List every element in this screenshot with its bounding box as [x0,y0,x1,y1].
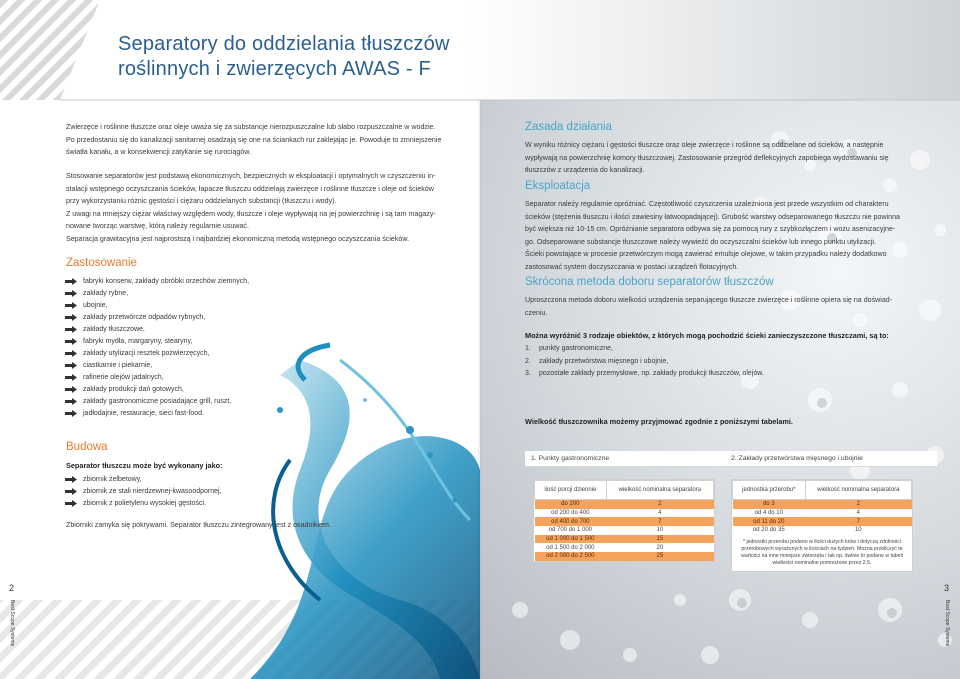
dobor-paragraph: Uproszczona metoda doboru wielkości urządzenia separującego tłuszcze zwierzęce i roślinne opiera się na doświad- czeniu. [525,296,893,317]
zastosowanie-heading: Zastosowanie [66,257,137,269]
table1 [533,479,715,562]
arrow-icon [65,302,77,309]
table-row: od 400 do 700 7 [535,517,714,526]
budowa-list [65,474,222,510]
list-item: zbiornik z polietylenu wysokiej gęstości. [65,498,222,510]
budowa-heading: Budowa [66,441,108,453]
list-item: fabryki mydła, margaryny, stearyny, [65,336,249,348]
budowa-lead: Separator tłuszczu może być wykonany jako: [66,461,223,470]
table2-footnote: * jednostki przerobu podano w ilości dużych krów i dotyczą zdolności przerobowych wyrażonych w ilościach na tydzień. Można przeliczyć te wartości na inne mniejsze zwierzęta i tak np. świnie to podane w tabeli wielkości nominalne pomnożone przez 2,5. [741,538,903,566]
page-number-right: 3 [944,583,950,593]
list-item: zbiornik ze stali nierdzewnej-kwasoodpornej, [65,486,222,498]
arrow-icon [65,362,77,369]
table2 [731,479,913,572]
table1-tab: 1. Punkty gastronomiczne [525,451,727,467]
table-row: od 20 do 35 10 [733,526,912,535]
table1-header-2: wielkość nominalna separatora [606,481,713,500]
list-item: 2. zakłady przetwórstwa mięsnego i ubojnie, [525,357,669,365]
arrow-icon [65,326,77,333]
dobor-bold: Można wyróżnić 3 rodzaje obiektów, z których mogą pochodzić ścieki zanieczyszczone tłuszczami, są to: [525,331,889,340]
intro-paragraph: Zwierzęce i roślinne tłuszcze oraz oleje uważa się za substancje nierozpuszczalne lub słabo rozpuszczalne w wodzie. Po przedostaniu się do kanalizacji sanitarnej osadzają się one na ściankach rur zaklejając je. Powoduje to zmniejszenie światła kanału, a w konsekwencji zatykanie się rurociągów. [66,123,442,156]
list-item: zakłady przetwórcze odpadów rybnych, [65,312,249,324]
table-row: od 2 000 do 2 500 25 [535,552,714,561]
zasada-paragraph: W wyniku różnicy ciężaru i gęstości tłuszcze oraz oleje zwierzęce i roślinne są oddzielane od ścieków, a następnie wypływają na powierzchnię komory tłuszczowej. Zastosowanie przegród deflekcyjnych zapobiega wydostawaniu się tłuszczów z urządzenia do kanalizacji. [525,141,889,174]
arrow-icon [65,410,77,417]
arrow-icon [65,386,77,393]
side-tag-left: Best Scope Systems [9,600,15,647]
list-item: zbiornik żelbetowy, [65,474,222,486]
table-row: od 200 do 400 4 [535,509,714,518]
eksploatacja-paragraph: Separator należy regularnie opróżniać. Częstotliwość czyszczenia uzależniona jest przede wszystkim od charakteru ścieków (stężenia tłuszczu i ilości zawiesiny łatwoopadającej). Grubość warstwy odseparowanego tłuszczu nie powinna być większa niż 10-15 cm. Opróżnianie separatora odbywa się za pomocą rury z szybkozłączem i wozu asenizacyjne- go. Odseparowane substancje tłuszczowe należy wywieźć do oczyszczalni ścieków lub innego punktu utylizacji. Ścieki powstające w procesie przetwórczym mogą zawierać emulsje olejowe, w takim przypadku należy dodatkowo zastosować system doczyszczania w postaci urządzeń flotacyjnych. [525,200,900,271]
table-row: do 200 2 [535,500,714,509]
list-item: ciastkarnie i piekarnie, [65,360,249,372]
arrow-icon [65,278,77,285]
list-item: rafinerie olejów jadalnych, [65,372,249,384]
object-types-list [525,343,764,381]
arrow-icon [65,500,77,507]
arrow-icon [65,350,77,357]
table-row: od 11 do 20 7 [733,517,912,526]
list-item: jadłodajnie, restauracje, sieci fast-food. [65,408,249,420]
page-number-left: 2 [9,583,15,593]
list-item: fabryki konserw, zakłady obróbki orzechów ziemnych, [65,276,249,288]
tables-intro: Wielkość tłuszczownika możemy przyjmować zgodnie z poniższymi tabelami. [525,417,793,426]
arrow-icon [65,488,77,495]
list-item: zakłady gastronomiczne posiadające grill, ruszt, [65,396,249,408]
list-item: zakłady produkcji dań gotowych, [65,384,249,396]
list-item: ubojnie, [65,300,249,312]
zasada-heading: Zasada działania [525,121,612,133]
list-item: zakłady rybne, [65,288,249,300]
arrow-icon [65,290,77,297]
list-item: 3. pozostałe zakłady przemysłowe, np. zakłady produkcji tłuszczów, olejów. [525,370,764,377]
page-title [118,32,450,82]
list-item: 1. punkty gastronomiczne, [525,345,613,352]
arrow-icon [65,398,77,405]
table-row: od 1 000 do 1 500 15 [535,535,714,544]
table-row: od 4 do 10 4 [733,509,912,518]
table2-header-2: wielkość nominalna separatora [805,481,911,500]
table1-header-1: ilość porcji dziennie [535,481,607,500]
table2-header-1: jednostka przerobu* [733,481,806,500]
side-tag-right: Best Scope Systems [944,600,950,647]
table2-tab: 2. Zakłady przetwórstwa mięsnego i ubojnie [725,451,937,467]
table-row: od 700 do 1 000 10 [535,526,714,535]
table-row: do 3 2 [733,500,912,509]
eksploatacja-heading: Eksploatacja [525,180,591,192]
title-line-1: Separatory do oddzielania tłuszczów [118,33,450,55]
list-item: zakłady utylizacji resztek pożwierzęcych, [65,348,249,360]
table-row: od 1 500 do 2 000 20 [535,543,714,552]
title-line-2: roślinnych i zwierzęcych AWAS - F [118,58,431,80]
arrow-icon [65,338,77,345]
arrow-icon [65,314,77,321]
budowa-note: Zbiorniki zamyka się pokrywami. Separator tłuszczu zintegrowany jest z osadnikiem. [66,521,331,529]
arrow-icon [65,374,77,381]
body-paragraph: Stosowanie separatorów jest podstawą ekonomicznych, bezpiecznych w eksploatacji i optymalnych w czyszczeniu in- stalacji wstępnego oczyszczania ścieków, łapacze tłuszczu oddzielają zwierzęce i roślinne tłuszcze i oleje od ścieków przy wykorzystaniu różnic gęstości i ciężaru oddzielanych substancji (tłuszczu i wody). Z uwagi na mniejszy ciężar właściwy względem wody, tłuszcze i oleje wypływają na jej powierzchnię i są tam magazy- nowane tworząc warstwę, którą należy regularnie usuwać. Separacja grawitacyjna jest najprostszą i najbardziej ekonomiczną metodą wstępnego oczyszczania ścieków. [66,172,436,243]
dobor-heading: Skrócona metoda doboru separatorów tłuszczów [525,276,774,288]
zastosowanie-list [65,276,249,420]
list-item: zakłady tłuszczowe, [65,324,249,336]
arrow-icon [65,476,77,483]
